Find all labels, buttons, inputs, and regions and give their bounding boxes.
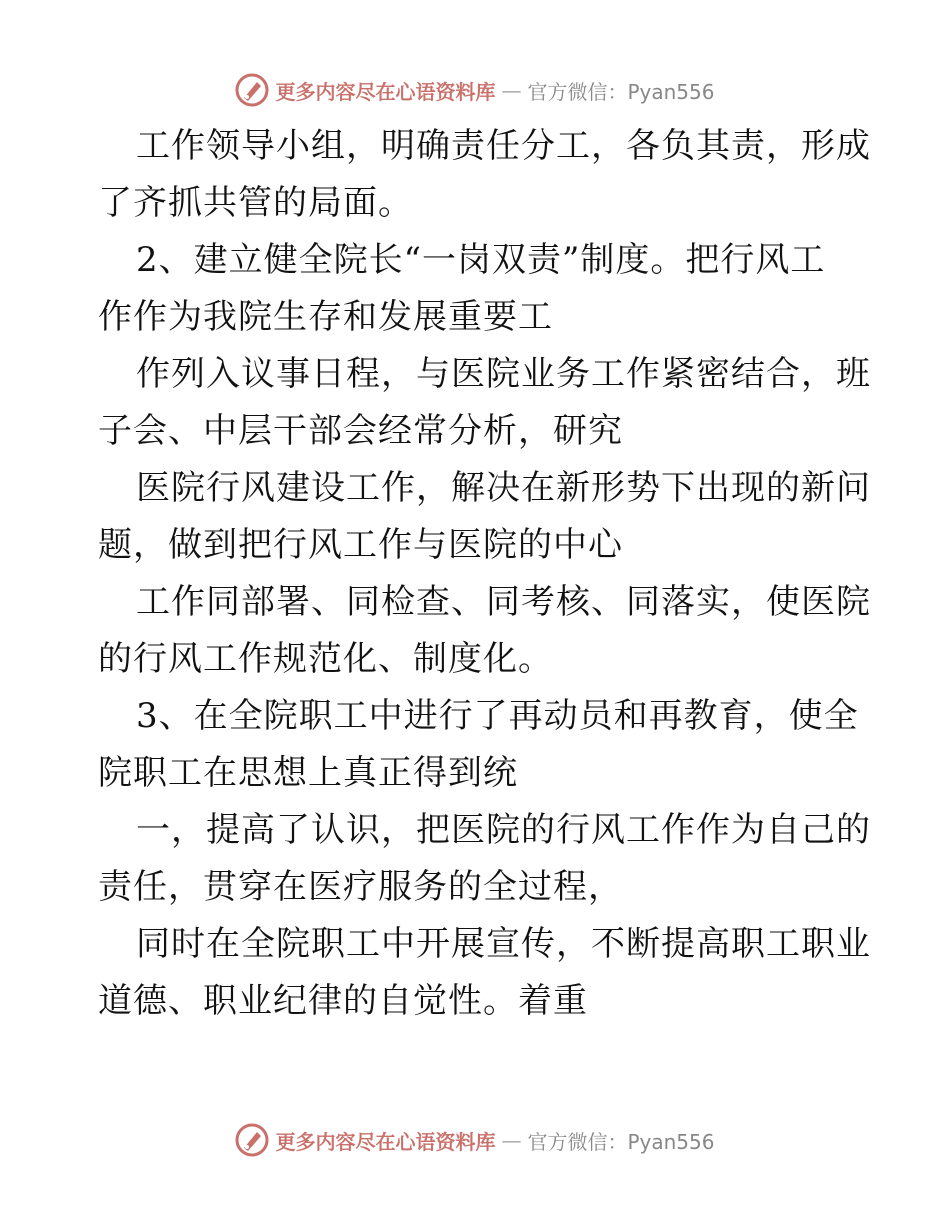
paragraph-1: [98, 118, 871, 232]
body-line: 工作领导小组，明确责任分工，各负其责，形成: [136, 126, 871, 166]
paragraph-4: [98, 460, 871, 574]
paragraph-6: [98, 688, 858, 802]
pen-logo-icon: [235, 73, 269, 107]
paragraph-3: [98, 346, 871, 460]
document-body: [98, 118, 871, 1030]
body-line: 责任，贯穿在医疗服务的全过程，: [98, 867, 623, 907]
body-line: 医院行风建设工作，解决在新形势下出现的新问: [136, 468, 871, 508]
body-line: 2、建立健全院长“一岗双责”制度。把行风工: [136, 240, 826, 280]
paragraph-2: [98, 232, 858, 346]
paragraph-8: [98, 916, 871, 1030]
header-banner: [0, 70, 950, 110]
footer-dash: —: [501, 1128, 522, 1152]
header-brand-text: 更多内容尽在心语资料库: [275, 79, 496, 104]
footer-banner: [0, 1120, 950, 1160]
body-line: 同时在全院职工中开展宣传，不断提高职工职业: [136, 924, 871, 964]
body-line: 题，做到把行风工作与医院的中心: [98, 525, 623, 565]
paragraph-7: [98, 802, 871, 916]
body-line: 3、在全院职工中进行了再动员和再教育，使全: [136, 696, 859, 736]
pen-logo-icon: [235, 1123, 269, 1157]
body-line: 作列入议事日程，与医院业务工作紧密结合，班: [136, 354, 871, 394]
footer-brand-text: 更多内容尽在心语资料库: [275, 1129, 496, 1154]
body-line: 作作为我院生存和发展重要工: [98, 297, 553, 337]
paragraph-5: [98, 574, 871, 688]
body-line: 院职工在思想上真正得到统: [98, 753, 518, 793]
body-line: 的行风工作规范化、制度化。: [98, 639, 553, 679]
body-line: 工作同部署、同检查、同考核、同落实，使医院: [136, 582, 871, 622]
header-official-wechat: 官方微信：Pyan556: [527, 79, 715, 104]
footer-official-wechat: 官方微信：Pyan556: [527, 1129, 715, 1154]
body-line: 一，提高了认识，把医院的行风工作作为自己的: [136, 810, 871, 850]
body-line: 了齐抓共管的局面。: [98, 183, 413, 223]
body-line: 子会、中层干部会经常分析，研究: [98, 411, 623, 451]
body-line: 道德、职业纪律的自觉性。着重: [98, 981, 588, 1021]
header-dash: —: [501, 78, 522, 102]
